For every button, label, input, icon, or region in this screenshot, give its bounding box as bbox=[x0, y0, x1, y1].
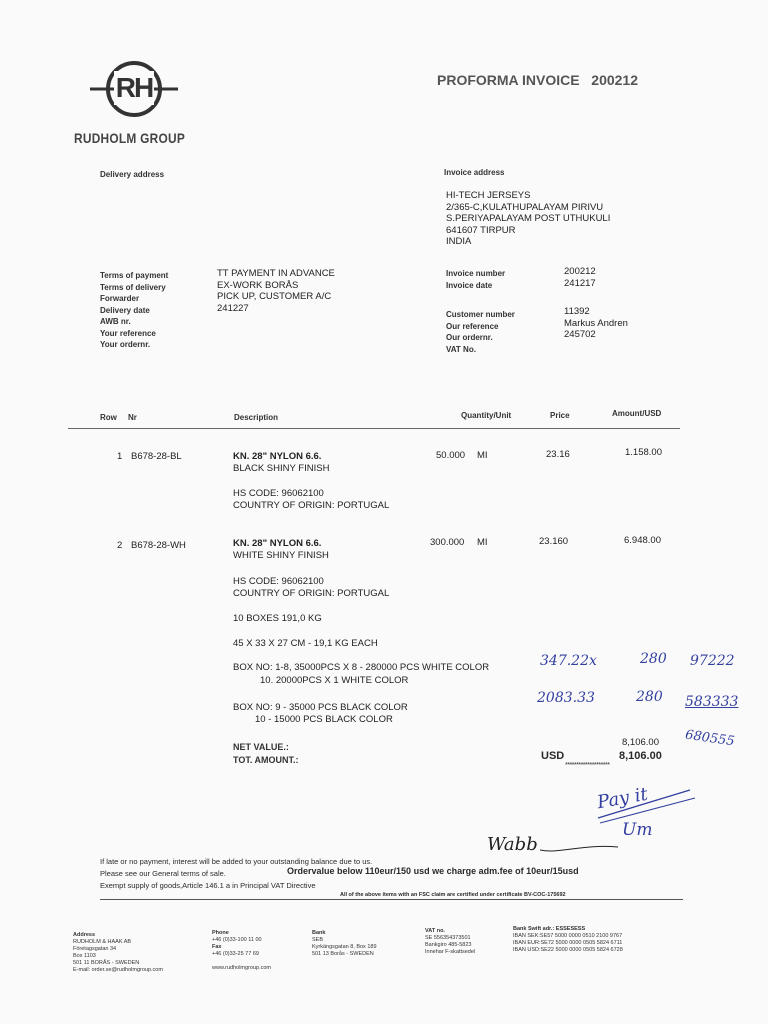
header-divider bbox=[68, 428, 680, 429]
company-name: RUDHOLM GROUP bbox=[74, 130, 186, 146]
general-terms-note: Please see our General terms of sale. bbox=[100, 869, 226, 878]
row-2-price: 23.160 bbox=[539, 536, 569, 547]
footer-line: Bank Swift adr.: ESSESESS bbox=[513, 926, 586, 932]
col-header-row: Row bbox=[100, 413, 117, 422]
fsc-certificate-note: All of the above items with an FSC claim are certified under certificate BV-COC-175692 bbox=[340, 892, 566, 898]
terms-value: EX-WORK BORÅS bbox=[217, 279, 299, 291]
terms-value: PICK UP, CUSTOMER A/C bbox=[217, 291, 332, 302]
title-invoice-number: 200212 bbox=[591, 72, 638, 88]
meta-label: Customer number bbox=[446, 310, 515, 319]
late-payment-note: If late or no payment, interest will be added to your outstanding balance due to us. bbox=[100, 857, 373, 866]
handwritten-calc: 280 bbox=[640, 651, 667, 667]
meta-value: Markus Andren bbox=[564, 317, 628, 329]
invoice-address-line: S.PERIYAPALAYAM POST UTHUKULI bbox=[446, 213, 611, 224]
row-2-unit: MI bbox=[477, 537, 488, 548]
signature-tail-icon bbox=[540, 838, 620, 858]
terms-label: Delivery date bbox=[100, 305, 150, 315]
footer-line: Företagsgatan 34 bbox=[73, 946, 117, 952]
terms-value: TT PAYMENT IN ADVANCE bbox=[217, 268, 335, 279]
terms-value: 241227 bbox=[217, 302, 249, 314]
footer-line: IBAN EUR:SE72 5000 0000 0505 5824 6711 bbox=[513, 940, 623, 946]
footer-line: Fax bbox=[212, 944, 222, 950]
row-2-finish: WHITE SHINY FINISH bbox=[233, 550, 329, 561]
footer-line: Box 1103 bbox=[73, 953, 96, 959]
invoice-meta-labels bbox=[446, 268, 505, 291]
box-white-note-1: BOX NO: 1-8, 35000PCS X 8 - 280000 PCS WHITE COLOR bbox=[233, 662, 490, 673]
meta-label: Invoice number bbox=[446, 269, 506, 278]
footer-line: 501 13 Borås - SWEDEN bbox=[312, 951, 374, 957]
row-2-hs-code: HS CODE: 96062100 bbox=[233, 576, 324, 587]
row-2-index: 2 bbox=[117, 540, 123, 551]
col-header-quantity: Quantity/Unit bbox=[461, 411, 512, 420]
footer-swift bbox=[513, 926, 623, 954]
admin-fee-note: Ordervalue below 110eur/150 usd we charge adm.fee of 10eur/15usd bbox=[287, 866, 579, 876]
footer-line: SE 556354373501 bbox=[425, 935, 471, 941]
footer-line: Bankgiro 485-5823 bbox=[425, 942, 472, 948]
logo-letters: RH bbox=[115, 72, 153, 103]
boxes-weight-note: 10 BOXES 191,0 KG bbox=[233, 613, 322, 624]
terms-label: Your reference bbox=[100, 328, 156, 338]
row-1-finish: BLACK SHINY FINISH bbox=[233, 463, 330, 474]
row-2-description: KN. 28" NYLON 6.6. bbox=[233, 538, 322, 549]
terms-label: Your ordernr. bbox=[100, 340, 151, 349]
customer-meta-labels bbox=[446, 309, 515, 355]
box-black-note-1: BOX NO: 9 - 35000 PCS BLACK COLOR bbox=[233, 702, 408, 713]
terms-label: Forwarder bbox=[100, 294, 140, 303]
title-text: PROFORMA INVOICE bbox=[437, 72, 580, 88]
footer-line: SEB bbox=[312, 937, 324, 943]
footer-line: Innehar F-skattsedel bbox=[425, 949, 476, 955]
total-amount-label: TOT. AMOUNT.: bbox=[233, 755, 299, 765]
net-value-label: NET VALUE.: bbox=[233, 742, 289, 752]
footer-line: +46 (0)33-25 77 69 bbox=[212, 951, 259, 957]
handwritten-approval: Pay it bbox=[595, 783, 650, 814]
signature-stroke bbox=[540, 838, 620, 858]
col-header-description: Description bbox=[234, 413, 279, 422]
invoice-address-line: 641607 TIRPUR bbox=[446, 224, 516, 236]
footer-line: IBAN SEK:SE57 5000 0000 0510 2100 9767 bbox=[513, 933, 623, 939]
col-header-nr: Nr bbox=[128, 413, 137, 422]
handwritten-calc: 583333 bbox=[685, 694, 739, 710]
total-underline-stars: ******************** bbox=[565, 762, 610, 769]
invoice-meta-values bbox=[564, 266, 596, 289]
footer-line: www.rudholmgroup.com bbox=[212, 965, 271, 971]
box-dimensions-note: 45 X 33 X 27 CM - 19,1 KG EACH bbox=[233, 638, 378, 649]
footer-line: +46 (0)33-100 11 00 bbox=[212, 937, 262, 943]
terms-label: AWB nr. bbox=[100, 317, 131, 326]
meta-label: Invoice date bbox=[446, 280, 493, 290]
row-1-hs-code: HS CODE: 96062100 bbox=[233, 488, 324, 499]
meta-label: VAT No. bbox=[446, 344, 476, 354]
company-logo bbox=[90, 57, 178, 129]
invoice-address-label: Invoice address bbox=[444, 168, 505, 177]
row-1-origin: COUNTRY OF ORIGIN: PORTUGAL bbox=[233, 500, 390, 511]
footer-line bbox=[212, 958, 271, 965]
box-black-note-2: 10 - 15000 PCS BLACK COLOR bbox=[255, 714, 393, 725]
meta-value: 241217 bbox=[564, 277, 596, 289]
handwritten-initials: Um bbox=[622, 820, 653, 840]
handwritten-calc: 347.22x bbox=[540, 653, 597, 669]
invoice-address-line: HI-TECH JERSEYS bbox=[446, 190, 531, 201]
row-1-amount: 1.158.00 bbox=[625, 447, 662, 458]
footer-address bbox=[73, 932, 163, 974]
terms-label: Terms of delivery bbox=[100, 282, 166, 292]
row-2-quantity: 300.000 bbox=[430, 537, 465, 548]
customer-meta-values bbox=[564, 306, 628, 341]
invoice-address-block bbox=[446, 190, 610, 248]
footer-line: Bank bbox=[312, 930, 326, 936]
total-currency: USD bbox=[541, 750, 565, 762]
footer-line: Phone bbox=[212, 930, 229, 936]
row-2-article-nr: B678-28-WH bbox=[131, 540, 186, 551]
meta-label: Our ordernr. bbox=[446, 333, 493, 342]
row-1-index: 1 bbox=[117, 451, 123, 462]
footer-line: Address bbox=[73, 932, 96, 938]
net-value: 8,106.00 bbox=[622, 737, 659, 748]
total-amount: 8,106.00 bbox=[619, 750, 662, 762]
footer-line: Kyrkängsgatan 8, Box 189 bbox=[312, 944, 377, 950]
row-2-amount: 6.948.00 bbox=[624, 535, 661, 546]
invoice-address-line: 2/365-C,KULATHUPALAYAM PIRIVU bbox=[446, 201, 604, 213]
footer-vat bbox=[425, 928, 475, 956]
handwritten-calc: 280 bbox=[636, 689, 663, 705]
meta-label: Our reference bbox=[446, 321, 499, 331]
row-1-price: 23.16 bbox=[546, 449, 570, 460]
box-white-note-2: 10. 20000PCS X 1 WHITE COLOR bbox=[260, 675, 409, 686]
col-header-price: Price bbox=[550, 411, 570, 420]
handwritten-calc: 680555 bbox=[684, 727, 736, 750]
meta-value: 11392 bbox=[564, 306, 590, 317]
footer-line: VAT no. bbox=[425, 928, 445, 934]
terms-labels bbox=[100, 270, 168, 351]
footer-line: IBAN USD:SE22 5000 0000 0505 5824 6728 bbox=[513, 947, 623, 953]
col-header-amount: Amount/USD bbox=[612, 409, 662, 418]
footer-bank bbox=[312, 930, 377, 958]
signature: Wabb bbox=[487, 834, 538, 855]
footer-line: 501 11 BORÅS - SWEDEN bbox=[73, 960, 140, 966]
row-2-origin: COUNTRY OF ORIGIN: PORTUGAL bbox=[233, 588, 390, 599]
vat-exempt-note: Exempt supply of goods,Article 146.1 a in Principal VAT Directive bbox=[100, 881, 316, 890]
terms-label: Terms of payment bbox=[100, 271, 169, 280]
row-1-article-nr: B678-28-BL bbox=[131, 451, 182, 462]
footer-line: RUDHOLM & HAAK AB bbox=[73, 939, 132, 945]
footer-line: E-mail: order.se@rudholmgroup.com bbox=[73, 967, 163, 973]
handwritten-calc: 2083.33 bbox=[537, 690, 595, 706]
document-title bbox=[437, 72, 638, 88]
row-1-quantity: 50.000 bbox=[436, 450, 466, 461]
meta-value: 245702 bbox=[564, 329, 596, 340]
terms-values bbox=[217, 268, 335, 314]
meta-value: 200212 bbox=[564, 266, 596, 277]
row-1-unit: MI bbox=[477, 450, 488, 461]
row-1-description: KN. 28" NYLON 6.6. bbox=[233, 451, 322, 462]
handwritten-calc: 97222 bbox=[690, 653, 735, 669]
invoice-address-line: INDIA bbox=[446, 236, 472, 247]
footer-phone bbox=[212, 930, 271, 972]
delivery-address-label: Delivery address bbox=[100, 170, 165, 179]
footer-divider bbox=[100, 899, 683, 900]
